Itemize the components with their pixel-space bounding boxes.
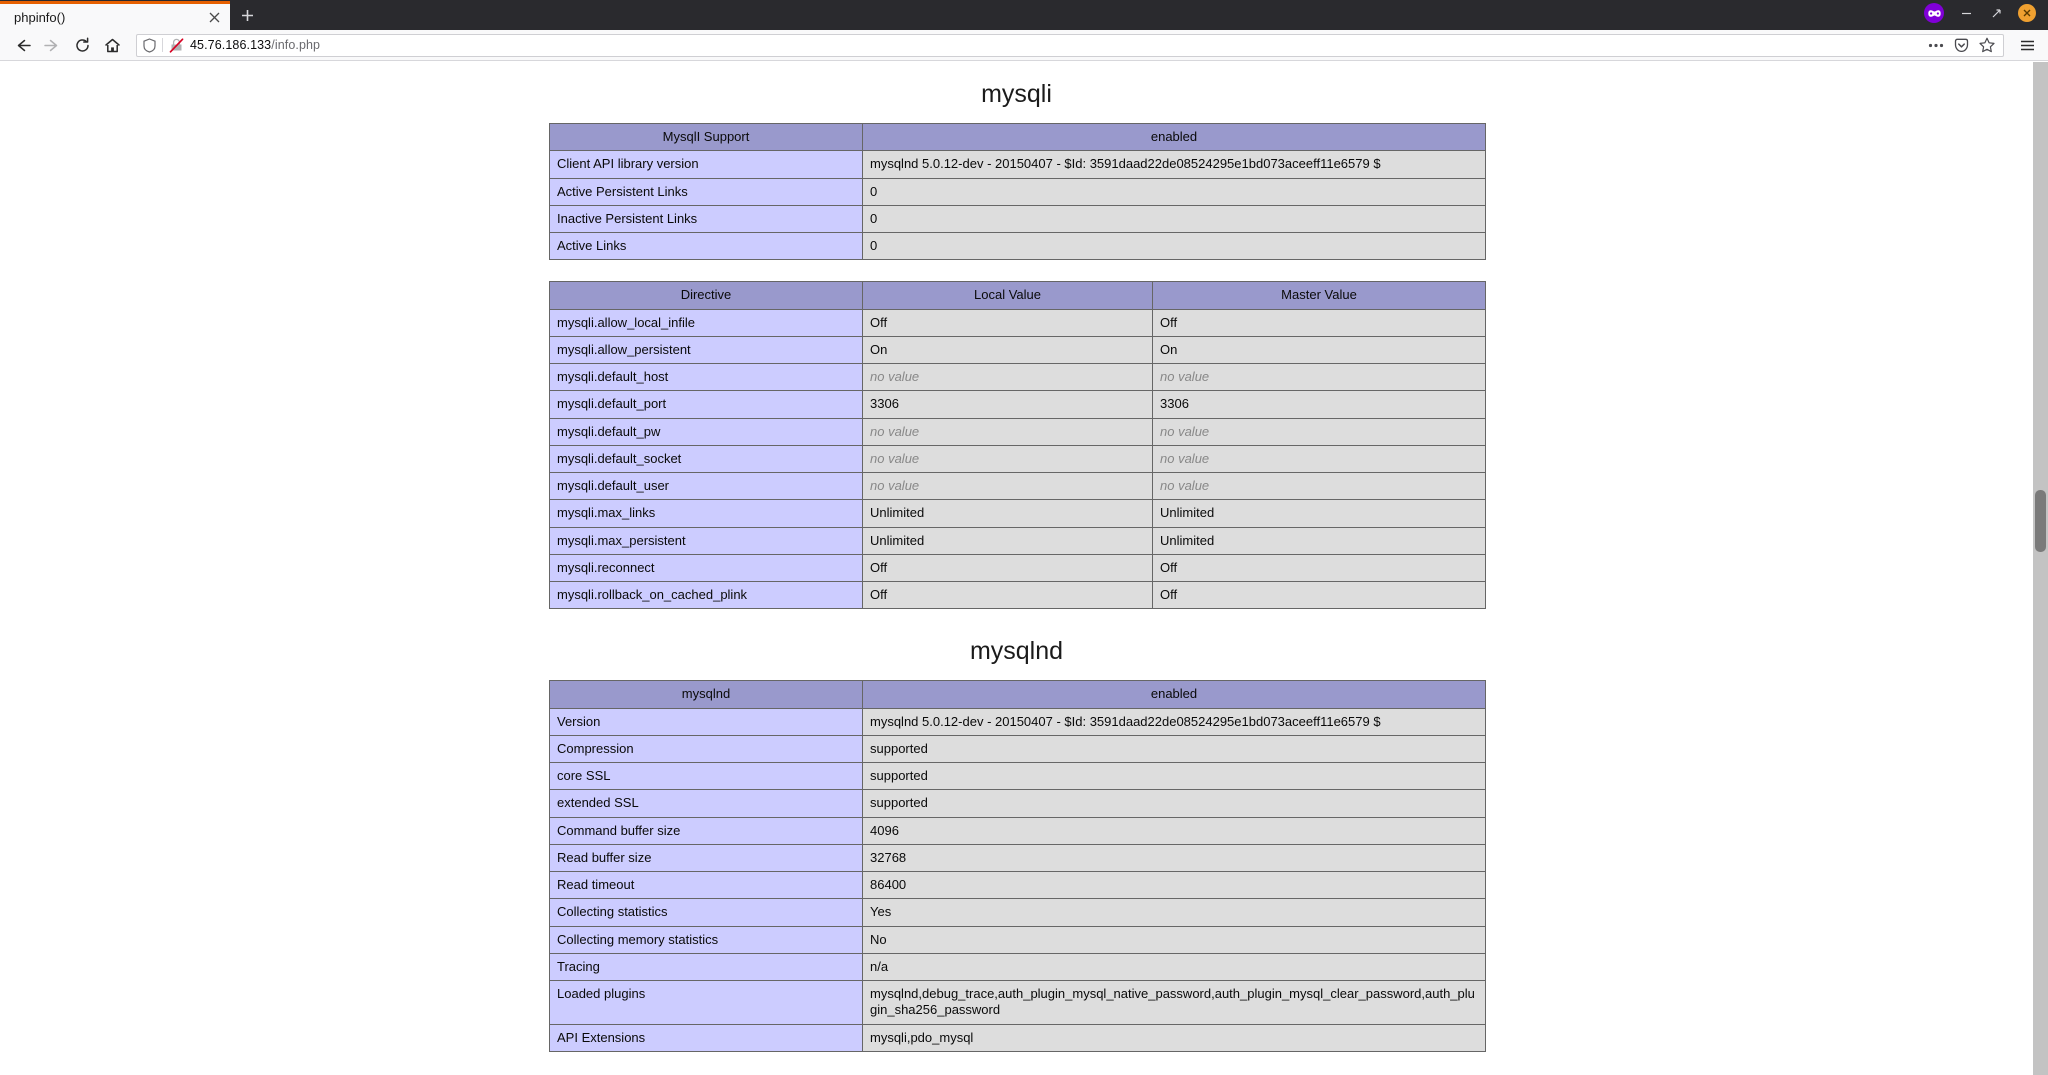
urlbar-divider	[162, 38, 163, 52]
directive-master-value: Off	[1153, 554, 1486, 581]
address-bar[interactable]	[136, 34, 2004, 57]
directive-name: mysqli.default_pw	[550, 418, 863, 445]
url-host: 45.76.186.133	[190, 38, 272, 52]
table-row	[550, 926, 1486, 953]
table-header-row	[550, 681, 1486, 708]
row-value: mysqli,pdo_mysql	[863, 1024, 1486, 1051]
tab-strip	[0, 0, 2048, 30]
mysqli-support-table	[549, 123, 1486, 260]
directive-local-value: Off	[863, 582, 1153, 609]
row-value: 0	[863, 233, 1486, 260]
row-value: 0	[863, 205, 1486, 232]
directive-local-value: On	[863, 336, 1153, 363]
table-row	[550, 708, 1486, 735]
row-value: Yes	[863, 899, 1486, 926]
page-title-mysqlnd: mysqlnd	[969, 637, 1064, 666]
table-row	[550, 364, 1486, 391]
row-label: Client API library version	[550, 151, 863, 178]
urlbar-actions	[1928, 37, 1997, 53]
row-label: Collecting statistics	[550, 899, 863, 926]
directive-local-value: no value	[863, 364, 1153, 391]
directive-master-value: Unlimited	[1153, 527, 1486, 554]
table-header-row	[550, 282, 1486, 309]
row-value: mysqlnd 5.0.12-dev - 20150407 - $Id: 3591daad22de08524295e1bd073aceeff11e6579 $	[863, 151, 1486, 178]
directive-master-value: no value	[1153, 473, 1486, 500]
page-viewport	[0, 62, 2048, 1075]
close-window-button[interactable]	[2018, 4, 2036, 22]
row-value: n/a	[863, 953, 1486, 980]
row-value: mysqlnd 5.0.12-dev - 20150407 - $Id: 3591daad22de08524295e1bd073aceeff11e6579 $	[863, 708, 1486, 735]
column-header-enabled: enabled	[863, 124, 1486, 151]
row-value: 0	[863, 178, 1486, 205]
row-value: No	[863, 926, 1486, 953]
row-value: mysqlnd,debug_trace,auth_plugin_mysql_native_password,auth_plugin_mysql_clear_password,auth_plugin_sha256_password	[863, 981, 1486, 1025]
table-row	[550, 445, 1486, 472]
mysqli-directives-table-body	[550, 282, 1486, 609]
row-label: Inactive Persistent Links	[550, 205, 863, 232]
column-header-enabled: enabled	[863, 681, 1486, 708]
mysqlnd-table-body	[550, 681, 1486, 1052]
row-value: 32768	[863, 844, 1486, 871]
column-header-mysqlnd: mysqlnd	[550, 681, 863, 708]
table-gap	[0, 260, 2033, 281]
directive-master-value: Unlimited	[1153, 500, 1486, 527]
insecure-connection-icon[interactable]	[169, 38, 184, 53]
back-arrow-icon[interactable]	[8, 32, 36, 58]
row-label: Command buffer size	[550, 817, 863, 844]
navigation-toolbar	[0, 30, 2048, 61]
column-header-master-value: Master Value	[1153, 282, 1486, 309]
forward-arrow-icon[interactable]	[38, 32, 66, 58]
directive-local-value: no value	[863, 445, 1153, 472]
column-header-support: MysqlI Support	[550, 124, 863, 151]
ellipsis-icon[interactable]	[1928, 43, 1944, 48]
directive-name: mysqli.default_socket	[550, 445, 863, 472]
directive-master-value: Off	[1153, 582, 1486, 609]
scrollbar-thumb[interactable]	[2035, 490, 2046, 552]
table-row	[550, 309, 1486, 336]
page-bottom-spacer	[0, 1052, 2033, 1075]
directive-master-value: On	[1153, 336, 1486, 363]
directive-name: mysqli.default_host	[550, 364, 863, 391]
row-value: supported	[863, 735, 1486, 762]
table-row	[550, 817, 1486, 844]
row-label: Active Links	[550, 233, 863, 260]
page-scrollbar[interactable]	[2033, 62, 2048, 1075]
directive-local-value: Off	[863, 309, 1153, 336]
directive-name: mysqli.rollback_on_cached_plink	[550, 582, 863, 609]
mysqli-directives-table	[549, 281, 1486, 609]
page-title-mysqli: mysqli	[981, 80, 1052, 108]
table-row	[550, 500, 1486, 527]
table-row	[550, 205, 1486, 232]
directive-local-value: no value	[863, 418, 1153, 445]
row-value: supported	[863, 763, 1486, 790]
shield-icon[interactable]	[143, 38, 156, 53]
directive-local-value: Unlimited	[863, 500, 1153, 527]
table-row	[550, 527, 1486, 554]
table-row	[550, 418, 1486, 445]
directive-local-value: Off	[863, 554, 1153, 581]
row-label: Tracing	[550, 953, 863, 980]
url-text	[190, 38, 1922, 52]
row-value: supported	[863, 790, 1486, 817]
window-controls	[1924, 0, 2048, 30]
star-icon[interactable]	[1979, 37, 1995, 53]
table-row	[550, 953, 1486, 980]
new-tab-button[interactable]	[230, 1, 264, 30]
titlebar-drag-area	[264, 1, 1924, 30]
mysqli-support-table-body	[550, 124, 1486, 260]
row-label: API Extensions	[550, 1024, 863, 1051]
hamburger-menu-icon[interactable]	[2014, 32, 2040, 58]
row-label: Compression	[550, 735, 863, 762]
table-row	[550, 872, 1486, 899]
table-row	[550, 473, 1486, 500]
private-mask-icon[interactable]	[1924, 3, 1944, 23]
column-header-directive: Directive	[550, 282, 863, 309]
table-row	[550, 735, 1486, 762]
directive-name: mysqli.default_user	[550, 473, 863, 500]
row-label: Active Persistent Links	[550, 178, 863, 205]
table-row	[550, 899, 1486, 926]
directive-master-value: no value	[1153, 364, 1486, 391]
table-row	[550, 844, 1486, 871]
row-label: Read timeout	[550, 872, 863, 899]
table-row	[550, 151, 1486, 178]
directive-name: mysqli.max_links	[550, 500, 863, 527]
directive-master-value: Off	[1153, 309, 1486, 336]
table-row	[550, 233, 1486, 260]
column-header-local-value: Local Value	[863, 282, 1153, 309]
directive-name: mysqli.max_persistent	[550, 527, 863, 554]
directive-local-value: no value	[863, 473, 1153, 500]
row-label: Loaded plugins	[550, 981, 863, 1025]
table-row	[550, 763, 1486, 790]
row-value: 86400	[863, 872, 1486, 899]
directive-master-value: no value	[1153, 418, 1486, 445]
table-header-row	[550, 124, 1486, 151]
tab-title: phpinfo()	[14, 9, 66, 25]
row-value: 4096	[863, 817, 1486, 844]
row-label: Version	[550, 708, 863, 735]
directive-name: mysqli.default_port	[550, 391, 863, 418]
directive-name: mysqli.reconnect	[550, 554, 863, 581]
table-row	[550, 554, 1486, 581]
row-label: Collecting memory statistics	[550, 926, 863, 953]
directive-name: mysqli.allow_local_infile	[550, 309, 863, 336]
table-row	[550, 790, 1486, 817]
minimize-button[interactable]	[1958, 5, 1974, 21]
maximize-button[interactable]	[1988, 5, 2004, 21]
mysqlnd-table	[549, 680, 1486, 1052]
browser-tab-phpinfo[interactable]	[0, 1, 230, 30]
directive-master-value: no value	[1153, 445, 1486, 472]
url-path: /info.php	[271, 38, 321, 52]
directive-local-value: 3306	[863, 391, 1153, 418]
pocket-icon[interactable]	[1954, 38, 1969, 53]
table-row	[550, 178, 1486, 205]
row-label: Read buffer size	[550, 844, 863, 871]
directive-name: mysqli.allow_persistent	[550, 336, 863, 363]
table-row	[550, 336, 1486, 363]
home-icon[interactable]	[98, 32, 126, 58]
row-label: extended SSL	[550, 790, 863, 817]
table-row	[550, 391, 1486, 418]
phpinfo-page	[0, 62, 2033, 1075]
table-row	[550, 981, 1486, 1025]
reload-icon[interactable]	[68, 32, 96, 58]
close-icon[interactable]	[204, 7, 224, 27]
row-label: core SSL	[550, 763, 863, 790]
table-row	[550, 582, 1486, 609]
table-row	[550, 1024, 1486, 1051]
directive-master-value: 3306	[1153, 391, 1486, 418]
directive-local-value: Unlimited	[863, 527, 1153, 554]
